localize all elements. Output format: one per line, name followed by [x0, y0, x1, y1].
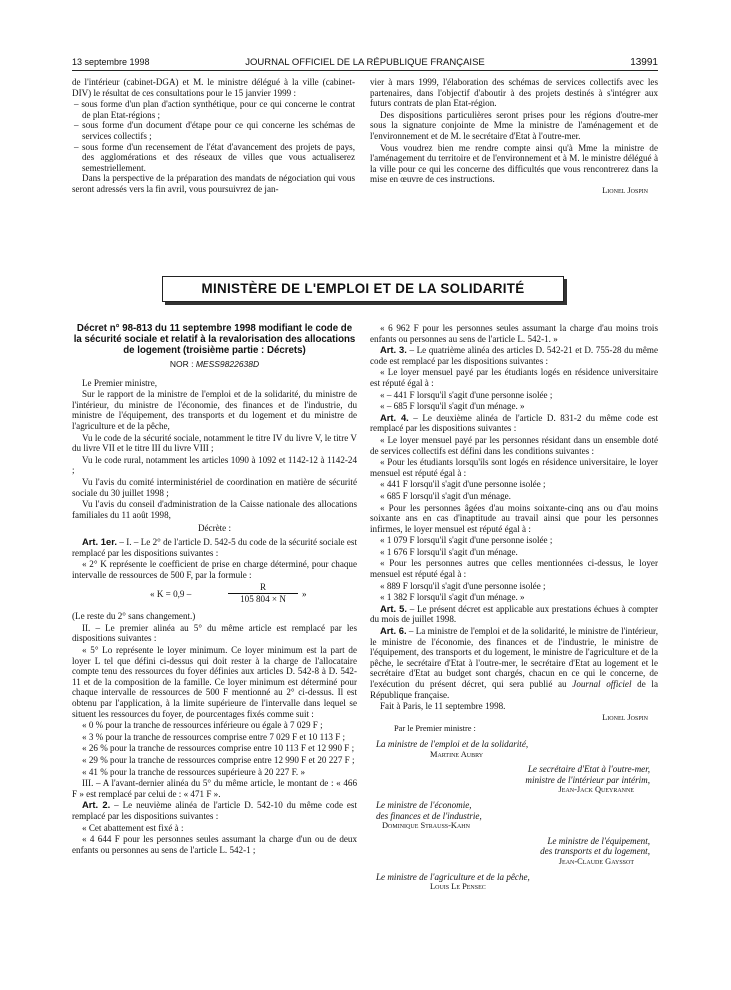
paragraph: « 6 962 F pour les personnes seules assumant la charge d'au moins trois enfants ou personnes au sens de l'article L. 542-1. »: [370, 323, 658, 344]
signature-block-4: [370, 836, 658, 868]
article-1: [72, 537, 357, 558]
signatory-role: La ministre de l'emploi et de la solidarité,: [376, 738, 529, 749]
ministry-banner: MINISTÈRE DE L'EMPLOI ET DE LA SOLIDARITÉ: [162, 276, 564, 302]
article-text: – Le quatrième alinéa des articles D. 542-21 et D. 755-28 du même code est remplacé par les dispositions suivantes :: [370, 345, 658, 366]
done-at: Fait à Paris, le 11 septembre 1998.: [380, 701, 506, 712]
article-label: Art. 6.: [380, 625, 407, 637]
paragraph: « 1 676 F lorsqu'il s'agit d'un ménage.: [380, 546, 518, 557]
signatory-role: Le secrétaire d'Etat à l'outre-mer,: [527, 764, 650, 775]
header-page-number: 13991: [630, 57, 658, 68]
header-rule: [72, 70, 658, 71]
article-text: – I. – Le 2° de l'article D. 542-5 du code de la sécurité sociale est remplacé par les dispositions suivantes :: [72, 536, 357, 558]
bracket-item: « 3 % pour la tranche de ressources comprise entre 7 029 F et 10 113 F ;: [82, 731, 346, 742]
bracket-item: « 0 % pour la tranche de ressources inférieure ou égale à 7 029 F ;: [82, 720, 323, 731]
paragraph: « – 441 F lorsqu'il s'agit d'une personne isolée ;: [380, 389, 553, 400]
paragraph: Le Premier ministre,: [82, 377, 158, 388]
paragraph: Vu le code rural, notamment les articles 1090 à 1092 et 1142-12 à 1142-24 ;: [72, 454, 357, 476]
signatory-name: Jean-Claude Gayssot: [558, 856, 634, 866]
header-journal-title: JOURNAL OFFICIEL DE LA RÉPUBLIQUE FRANÇAISE: [245, 57, 485, 68]
formula-numerator: R: [228, 582, 298, 594]
paragraph: de l'intérieur (cabinet-DGA) et M. le ministre délégué à la ville (cabinet-DIV) le résultat de ces consultations pour le 15 janvier 1999 :: [72, 77, 355, 98]
nor-reference: [72, 359, 357, 370]
paragraph: Vous voudrez bien me rendre compte ainsi qu'à Mme la ministre de l'aménagement du territoire et de l'environnement et à M. le ministre délégué à la ville pour ce qui les concerne des difficultés que vous rencontrerez dans la mise en œuvre de ces instructions.: [370, 142, 658, 185]
top-right-column: [370, 77, 658, 198]
paragraph: « 441 F lorsqu'il s'agit d'une personne isolée ;: [380, 479, 546, 490]
decree-right-column: [370, 323, 658, 893]
bracket-item: « 29 % pour la tranche de ressources comprise entre 12 990 F et 20 227 F ;: [82, 755, 355, 765]
list-item: – sous forme d'un plan d'action synthétique, pour ce qui concerne le contrat de plan Etat-régions ;: [74, 99, 355, 120]
paragraph: « 685 F lorsqu'il s'agit d'un ménage.: [380, 490, 511, 501]
signatory-role: Le ministre de l'agriculture et de la pêche,: [376, 871, 530, 882]
article-label: Art. 1er.: [82, 535, 117, 547]
formula-rhs: »: [302, 589, 307, 600]
signatory-role: des finances et de l'industrie,: [376, 810, 482, 821]
paragraph: « 1 079 F lorsqu'il s'agit d'une personne isolée ;: [380, 535, 553, 546]
paragraph: « Pour les étudiants lorsqu'ils sont logés en résidence universitaire, le loyer mensuel est réputé égal à :: [370, 457, 658, 478]
decree-title: Décret n° 98-813 du 11 septembre 1998 modifiant le code de la sécurité sociale et relatif à la revalorisation des allocations de logement (troisième partie : Décrets): [73, 323, 356, 356]
bracket-item: « 41 % pour la tranche de ressources supérieure à 20 227 F. »: [82, 766, 306, 777]
article-4: [370, 413, 658, 434]
paragraph: Vu l'avis du conseil d'administration de la Caisse nationale des allocations familiales du 11 août 1998,: [72, 499, 357, 520]
paragraph: « 2° K représente le coefficient de prise en charge déterminé, pour chaque intervalle de ressources de 500 F, par la formule :: [72, 559, 357, 580]
paragraph: Des dispositions particulières seront prises pour les régions d'outre-mer sous la signature conjointe de Mme la ministre de l'aménagement et de l'environnement et de M. le secrétaire d'Etat à l'outre-mer.: [370, 109, 658, 141]
article-6: [370, 626, 658, 700]
article-5: [370, 604, 658, 625]
signature-block-3: [370, 800, 658, 832]
article-text: – Le neuvième alinéa de l'article D. 542-10 du même code est remplacé par les dispositions suivantes :: [72, 800, 357, 821]
formula: [72, 582, 357, 606]
signatory-role: des transports et du logement,: [540, 846, 650, 857]
article-text: – La ministre de l'emploi et de la solidarité, le ministre de l'intérieur, le ministre de l'économie, des finances et de l'industrie, le ministre de l'équipement, des transports et du logement, le ministre de l'agriculture et de la pêche, le secrétaire d'Etat à l'outre-mer, le secrétaire d'Etat au logement et le secrétaire d'Etat au budget sont chargés, chacun en ce qui le concerne, de l'exécution du présent décret, qui sera publié au: [370, 626, 658, 689]
formula-fraction: [228, 582, 298, 605]
par-premier-ministre: Par le Premier ministre :: [394, 724, 476, 734]
article-label: Art. 5.: [380, 602, 408, 614]
nor-label: NOR :: [169, 359, 194, 369]
paragraph: « Le loyer mensuel payé par les personnes résidant dans un ensemble doté de services collectifs est défini dans les conditions suivantes :: [370, 434, 658, 456]
signatory-name: Martine Aubry: [430, 749, 484, 759]
article-text: – Le présent décret est applicable aux prestations échues à compter du mois de juillet 1998.: [370, 603, 658, 625]
signatory-role: ministre de l'intérieur par intérim,: [525, 774, 650, 785]
paragraph: « 4 644 F pour les personnes seules assumant la charge d'un ou de deux enfants ou personnes au sens de l'article L. 542-1 ;: [72, 834, 357, 855]
paragraph: « – 685 F lorsqu'il s'agit d'un ménage. »: [380, 401, 525, 412]
paragraph: Dans la perspective de la préparation des mandats de négociation qui vous seront adressés vers la fin avril, vous poursuivrez de jan-: [72, 173, 355, 194]
article-label: Art. 3.: [380, 344, 407, 356]
formula-denominator: 105 804 × N: [240, 594, 286, 605]
article-label: Art. 4.: [380, 411, 409, 423]
top-left-column: [72, 77, 355, 196]
decree-left-column: [72, 323, 357, 856]
article-2: [72, 800, 357, 821]
paragraph: vier à mars 1999, l'élaboration des schémas de services collectifs avec les partenaires, dans l'objectif d'aboutir à des projets destinés à s'intégrer aux futurs contrats de plan Etat-région.: [370, 77, 658, 109]
decrete-line: Décrète :: [197, 523, 232, 534]
paragraph: « Pour les personnes autres que celles mentionnées ci-dessus, le loyer mensuel est réputé égal à :: [370, 558, 658, 580]
bracket-item: « 26 % pour la tranche de ressources comprise entre 10 113 F et 12 990 F ;: [82, 743, 355, 754]
paragraph: « Le loyer mensuel payé par les étudiants logés en résidence universitaire est réputé égal à :: [370, 367, 658, 388]
header-date: 13 septembre 1998: [72, 57, 150, 67]
article-text-end: de la République française.: [370, 679, 658, 700]
journal-officiel-ref: Journal officiel: [572, 679, 632, 689]
paragraph: « 1 382 F lorsqu'il s'agit d'un ménage. »: [380, 592, 525, 603]
article-3: [370, 345, 658, 366]
pm-signature: Lionel Jospin: [602, 712, 648, 722]
signatory-role: Le ministre de l'équipement,: [547, 835, 650, 846]
formula-lhs: « K = 0,9 –: [150, 589, 192, 600]
paragraph: Vu le code de la sécurité sociale, notamment le titre IV du livre V, le titre V du livre VII et le titre III du livre VIII ;: [72, 432, 357, 454]
article-label: Art. 2.: [82, 799, 111, 811]
signatory-name: Louis Le Pensec: [430, 882, 486, 892]
signature-block-2: [370, 764, 658, 796]
article-text: – Le deuxième alinéa de l'article D. 831-2 du même code est remplacé par les dispositions suivantes :: [370, 412, 658, 434]
paragraph: « Cet abattement est fixé à :: [82, 822, 184, 833]
signature: Lionel Jospin: [602, 185, 648, 195]
signature-block-1: [370, 739, 658, 760]
paragraph: « 889 F lorsqu'il s'agit d'une personne isolée ;: [380, 580, 546, 591]
paragraph: III. – A l'avant-dernier alinéa du 5° du même article, le montant de : « 466 F » est remplacé par celui de : « 471 F ».: [72, 778, 357, 799]
paragraph: Vu l'avis du comité interministériel de coordination en matière de sécurité sociale du 30 juillet 1998 ;: [72, 476, 357, 498]
paragraph: II. – Le premier alinéa au 5° du même article est remplacé par les dispositions suivantes :: [72, 622, 357, 644]
paragraph: Sur le rapport de la ministre de l'emploi et de la solidarité, du ministre de l'intérieur, du ministre de l'économie, des finances et de l'industrie, du ministre de l'équipement, des transports et du logement et du ministre de l'agriculture et de la pêche,: [72, 389, 357, 431]
signatory-name: Dominique Strauss-Kahn: [382, 821, 470, 831]
signature-block-5: [370, 872, 658, 893]
page-header: [72, 57, 658, 69]
list-item: – sous forme d'un recensement de l'état d'avancement des projets de pays, des agglomérations et des réseaux de villes que vous actualiserez semestriellement.: [74, 141, 355, 173]
paragraph: « 5° Lo représente le loyer minimum. Ce loyer minimum est la part de loyer L tel que défini ci-dessus qui doit rester à la charge de l'allocataire compte tenu des ressources du foyer définies aux articles D. 542-8 à D. 542-11 et de la composition de la famille. Ce loyer minimum est déterminé pour chaque intervalle de ressources de 500 F mentionné au 2° ci-dessus. Il est obtenu par l'application, à la limite supérieure de l'intervalle dans lequel se situent les ressources du foyer, de pourcentages fixés comme suit :: [72, 645, 357, 719]
list-item: – sous forme d'un document d'étape pour ce qui concerne les schémas de services collectifs ;: [74, 120, 355, 141]
nor-code: MESS9822638D: [195, 359, 260, 369]
signatory-role: Le ministre de l'économie,: [376, 799, 472, 810]
signatory-name: Jean-Jack Queyranne: [558, 785, 634, 795]
paragraph: « Pour les personnes âgées d'au moins soixante-cinq ans ou d'au moins soixante ans en cas d'inaptitude au travail ainsi que pour les personnes infirmes, le loyer mensuel est réputé égal à :: [370, 502, 658, 534]
paragraph: (Le reste du 2° sans changement.): [72, 611, 196, 622]
